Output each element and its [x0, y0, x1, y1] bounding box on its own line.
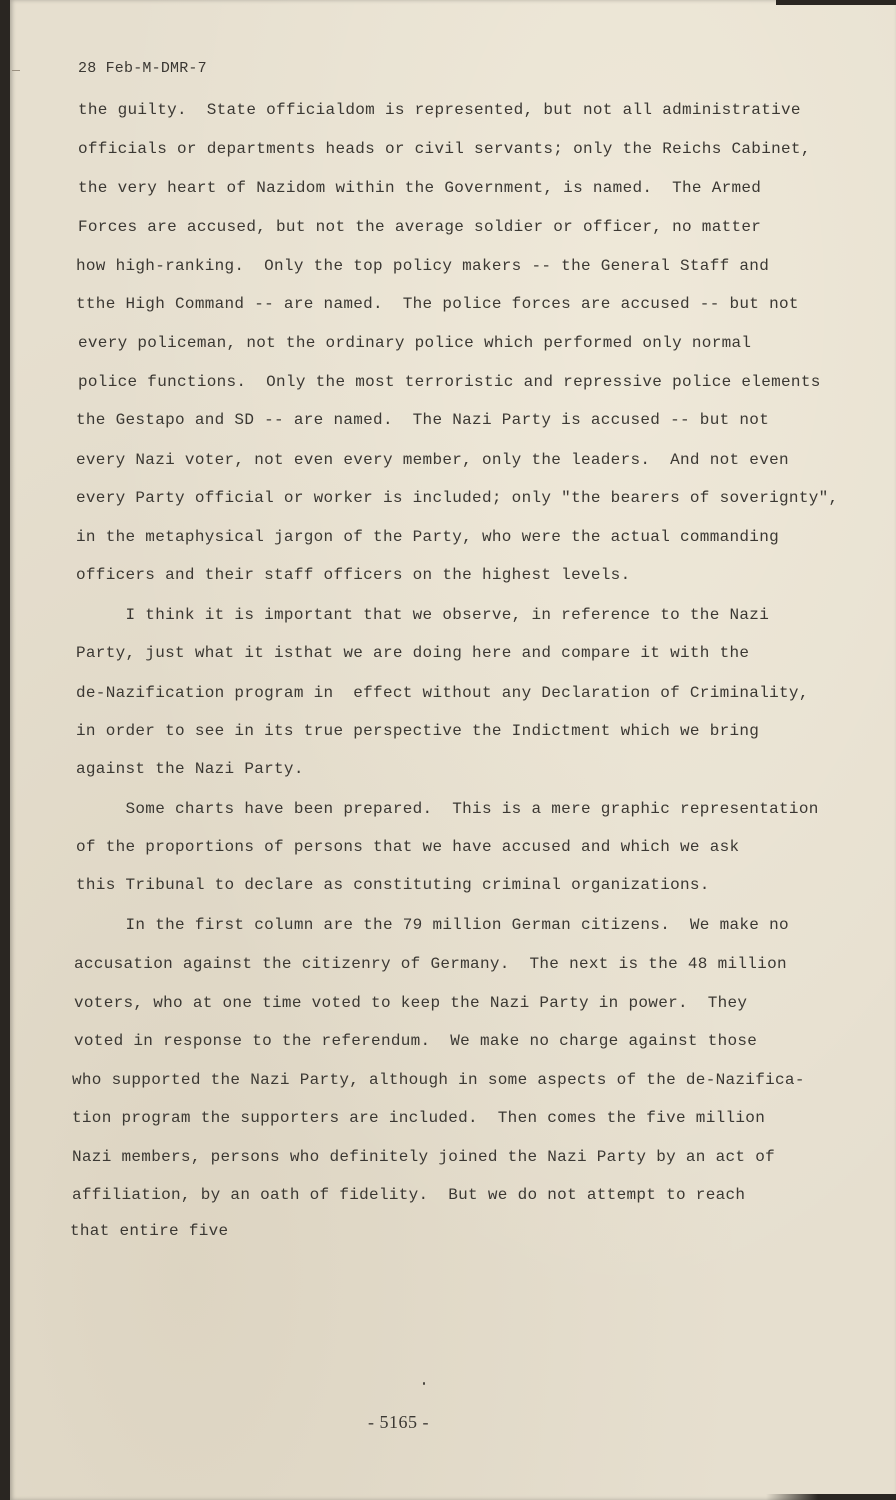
page-number: - 5165 -: [368, 1412, 429, 1432]
text-line: officers and their staff officers on the highest levels.: [76, 566, 631, 584]
text-line: voters, who at one time voted to keep the Nazi Party in power. They: [74, 994, 748, 1012]
margin-mark: [12, 70, 20, 71]
text-line: Some charts have been prepared. This is a mere graphic representation: [76, 800, 819, 818]
text-line: officials or departments heads or civil servants; only the Reichs Cabinet,: [78, 140, 811, 158]
page-edge-bottom: [766, 1494, 896, 1500]
text-line: police functions. Only the most terroristic and repressive police elements: [78, 373, 821, 391]
text-line: Forces are accused, but not the average soldier or officer, no matter: [78, 218, 762, 236]
text-line: every Party official or worker is included; only "the bearers of soverignty",: [76, 489, 839, 507]
text-line: in order to see in its true perspective the Indictment which we bring: [76, 722, 760, 740]
text-line: the Gestapo and SD -- are named. The Nazi Party is accused -- but not: [76, 411, 770, 429]
text-line: voted in response to the referendum. We make no charge against those: [74, 1032, 758, 1050]
text-line: of the proportions of persons that we have accused and which we ask: [76, 838, 740, 856]
text-line: Party, just what it isthat we are doing here and compare it with the: [76, 644, 750, 662]
text-line: who supported the Nazi Party, although in some aspects of the de-Nazifica-: [72, 1071, 805, 1089]
text-line: every policeman, not the ordinary police which performed only normal: [78, 334, 752, 352]
text-line: Nazi members, persons who definitely joined the Nazi Party by an act of: [72, 1148, 776, 1166]
text-line: how high-ranking. Only the top policy makers -- the General Staff and: [76, 257, 770, 275]
stray-mark: [423, 1382, 425, 1385]
text-line: this Tribunal to declare as constituting criminal organizations.: [76, 876, 710, 894]
text-line: against the Nazi Party.: [76, 760, 304, 778]
document-header: 28 Feb-M-DMR-7: [78, 60, 207, 77]
text-line: that entire five: [70, 1222, 229, 1240]
text-line: In the first column are the 79 million German citizens. We make no: [76, 916, 789, 934]
text-line: accusation against the citizenry of Germany. The next is the 48 million: [74, 955, 787, 973]
document-page: [10, 0, 896, 1500]
text-line: affiliation, by an oath of fidelity. But we do not attempt to reach: [72, 1186, 746, 1204]
text-line: in the metaphysical jargon of the Party, who were the actual commanding: [76, 528, 780, 546]
text-line: every Nazi voter, not even every member, only the leaders. And not even: [76, 451, 789, 469]
text-line: tion program the supporters are included. Then comes the five million: [72, 1109, 766, 1127]
text-line: the guilty. State officialdom is represented, but not all administrative: [78, 101, 801, 119]
text-line: tthe High Command -- are named. The police forces are accused -- but not: [76, 295, 799, 313]
text-line: I think it is important that we observe, in reference to the Nazi: [76, 606, 770, 624]
text-line: the very heart of Nazidom within the Government, is named. The Armed: [78, 179, 762, 197]
text-line: de-Nazification program in effect without any Declaration of Criminality,: [76, 684, 809, 702]
page-edge-top: [776, 0, 896, 5]
